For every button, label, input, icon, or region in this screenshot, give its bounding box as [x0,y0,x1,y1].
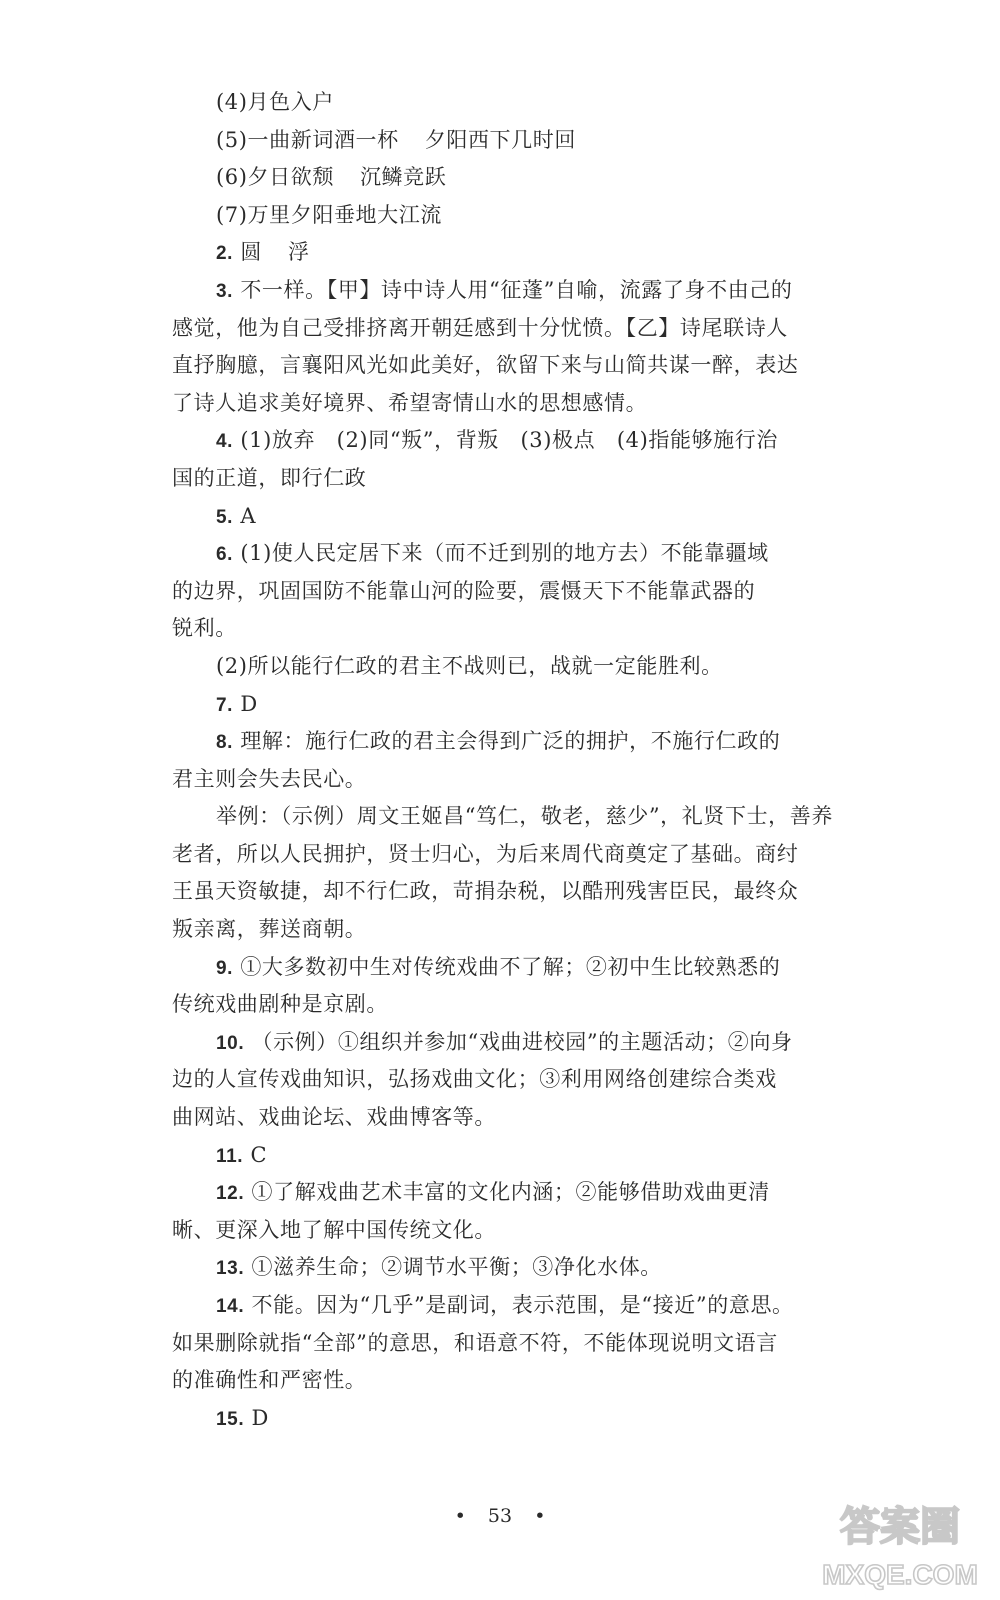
question-number: 12. [216,1183,245,1205]
watermark-url-text: MXQE.COM [822,1559,978,1590]
answer-text: 举例：（示例）周文王姬昌“笃仁，敬老，慈少”，礼贤下士，善养 [216,804,833,829]
answer-text: 了诗人追求美好境界、希望寄情山水的思想感情。 [172,390,648,415]
answer-line-first [172,498,822,536]
answer-text: 圆 [240,240,262,265]
answer-line-first [172,723,822,761]
answer-text: C [250,1142,268,1167]
answer-text: 老者，所以人民拥护，贤士归心，为后来周代商奠定了基础。商纣 [172,841,799,866]
answer-line-first [172,949,822,987]
answer-text: 理解：施行仁政的君主会得到广泛的拥护，不施行仁政的 [240,729,781,754]
question-number: 5. [216,506,234,528]
answer-line-continued [172,911,822,949]
answer-text: ①大多数初中生对传统戏曲不了解；②初中生比较熟悉的 [240,954,781,979]
answer-line-continued [172,460,822,498]
answer-line-first [172,1400,822,1438]
answer-text: 王虽天资敏捷，却不行仁政，苛捐杂税，以酷刑残害臣民，最终众 [172,879,799,904]
answer-text: 国的正道，即行仁政 [172,465,367,490]
answer-line-first [172,686,822,724]
question-number: 14. [216,1296,245,1317]
answer-text: 直抒胸臆，言襄阳风光如此美好，欲留下来与山简共谋一醉，表达 [172,353,799,378]
answer-line-continued [172,310,822,348]
answer-line-first [172,1137,822,1175]
answer-text: (5)一曲新词酒一杯 [216,127,399,152]
answer-line-continued [172,1061,822,1099]
answer-text: (1)放弃 (2)同“叛”，背叛 (3)极点 (4)指能够施行治 [240,428,778,453]
answer-text: 沉鳞竞跃 [359,165,447,190]
answer-text: 君主则会失去民心。 [172,766,367,791]
answer-line-continued [172,573,822,611]
answer-line-continued [172,347,822,385]
answer-text: ①滋养生命；②调节水平衡；③净化水体。 [251,1255,662,1280]
page-number-value: 53 [487,1505,513,1527]
watermark-logo [808,1488,993,1598]
answer-line-first [172,648,822,686]
answer-text: D [240,691,258,716]
answer-text: 不一样。【甲】诗中诗人用“征蓬”自喻，流露了身不由己的 [240,277,793,302]
answer-line-first [172,1024,822,1062]
answer-text: 晰、更深入地了解中国传统文化。 [172,1217,496,1242]
question-number: 4. [216,431,234,453]
answer-text: 边的人宣传戏曲知识，弘扬戏曲文化；③利用网络创建综合类戏 [172,1067,777,1092]
answer-text: 叛亲离，葬送商朝。 [172,917,367,942]
answer-text: 不能。因为“几乎”是副词，表示范围，是“接近”的意思。 [251,1293,794,1317]
answer-line-first [172,197,822,235]
answer-line-continued [172,836,822,874]
answer-line-first [172,159,822,197]
answer-text: 传统戏曲剧种是京剧。 [172,992,388,1017]
answer-line-first [172,422,822,460]
answer-line-continued [172,1362,822,1400]
answer-line-first [172,234,822,272]
answer-line-first [172,84,822,122]
answer-line-first [172,1287,822,1325]
question-number: 8. [216,732,234,754]
answer-text: 的边界，巩固国防不能靠山河的险要，震慑天下不能靠武器的 [172,578,756,603]
answer-text: 锐利。 [172,616,237,641]
answer-line-first [172,798,833,836]
question-number: 2. [216,243,234,265]
page-number-dot-left: • [454,1505,466,1527]
answer-line-first [172,535,822,573]
question-number: 13. [216,1258,245,1280]
answer-line-continued [172,385,822,423]
answer-line-continued [172,610,822,648]
question-number: 10. [216,1032,245,1054]
answer-text: (4)月色入户 [216,90,334,114]
question-number: 6. [216,544,234,566]
answer-line-first [172,1249,822,1287]
question-number: 11. [216,1145,244,1167]
question-number: 15. [216,1408,245,1430]
answer-text: (6)夕日欲颓 [216,165,334,190]
answer-text: (7)万里夕阳垂地大江流 [216,202,442,227]
answer-text: (2)所以能行仁政的君主不战则已，战就一定能胜利。 [216,653,723,678]
answer-line-continued [172,1099,822,1137]
answer-text: 的准确性和严密性。 [172,1368,367,1393]
answer-line-first [172,272,822,310]
answer-text: ①了解戏曲艺术丰富的文化内涵；②能够借助戏曲更清 [251,1180,770,1205]
question-number: 3. [216,280,234,302]
question-number: 7. [216,694,234,716]
answer-line-continued [172,1325,822,1363]
answer-line-continued [172,986,822,1024]
answer-list [172,84,833,1437]
answer-text: 曲网站、戏曲论坛、戏曲博客等。 [172,1105,496,1130]
page-number-dot-right: • [534,1505,546,1527]
answer-text: 感觉，他为自己受排挤离开朝廷感到十分忧愤。【乙】诗尾联诗人 [172,315,788,340]
answer-line-continued [172,761,822,799]
watermark-logo-text: 答案圈 [840,1504,960,1550]
answer-line-continued [172,873,822,911]
answer-text: 夕阳西下几时回 [424,127,576,152]
answer-text: A [240,503,257,528]
question-number: 9. [216,957,234,979]
answer-text: （示例）①组织并参加“戏曲进校园”的主题活动；②向身 [251,1029,793,1054]
answer-text: (1)使人民定居下来（而不迁到别的地方去）不能靠疆域 [240,541,769,566]
answer-text: D [251,1405,269,1430]
answer-line-first [172,1174,822,1212]
answer-line-continued [172,1212,822,1250]
answer-text: 如果删除就指“全部”的意思，和语意不符，不能体现说明文语言 [172,1330,778,1355]
answer-text: 浮 [287,240,310,265]
answer-line-first [172,122,822,160]
